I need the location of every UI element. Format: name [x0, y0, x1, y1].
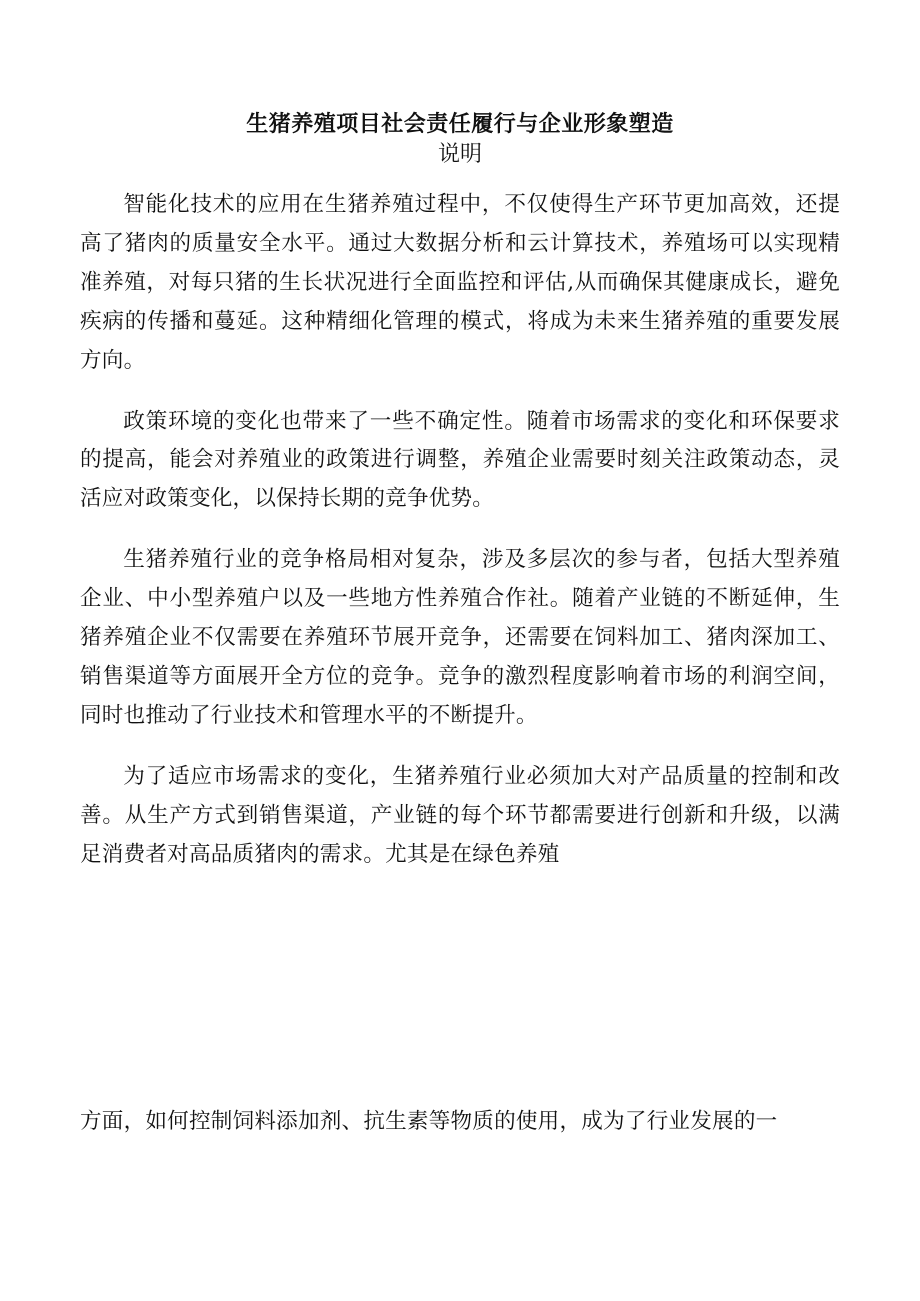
document-title: 生猪养殖项目社会责任履行与企业形象塑造 [246, 111, 674, 137]
document-body [80, 186, 840, 875]
paragraph-3: 生猪养殖行业的竞争格局相对复杂，涉及多层次的参与者，包括大型养殖企业、中小型养殖户以及一些地方性养殖合作社。随着产业链的不断延伸，生猪养殖企业不仅需要在养殖环节展开竞争，还需要在饲料加工、猪肉深加工、销售渠道等方面展开全方位的竞争。竞争的激烈程度影响着市场的利润空间，同时也推动了行业技术和管理水平的不断提升。 [80, 547, 840, 728]
paragraph-4: 为了适应市场需求的变化，生猪养殖行业必须加大对产品质量的控制和改善。从生产方式到销售渠道，产业链的每个环节都需要进行创新和升级，以满足消费者对高品质猪肉的需求。尤其是在绿色养殖 [80, 763, 840, 867]
document-subtitle: 说明 [437, 142, 482, 167]
paragraph-2: 政策环境的变化也带来了一些不确定性。随着市场需求的变化和环保要求的提高，能会对养殖业的政策进行调整，养殖企业需要时刻关注政策动态，灵活应对政策变化，以保持长期的竞争优势。 [80, 408, 840, 512]
paragraph-continuation: 方面，如何控制饲料添加剂、抗生素等物质的使用，成为了行业发展的一 [80, 1109, 778, 1134]
paragraph-1: 智能化技术的应用在生猪养殖过程中，不仅使得生产环节更加高效，还提高了猪肉的质量安全水平。通过大数据分析和云计算技术，养殖场可以实现精准养殖，对每只猪的生长状况进行全面监控和评估,从而确保其健康成长，避免疾病的传播和蔓延。这种精细化管理的模式，将成为未来生猪养殖的重要发展方向。 [80, 192, 840, 373]
